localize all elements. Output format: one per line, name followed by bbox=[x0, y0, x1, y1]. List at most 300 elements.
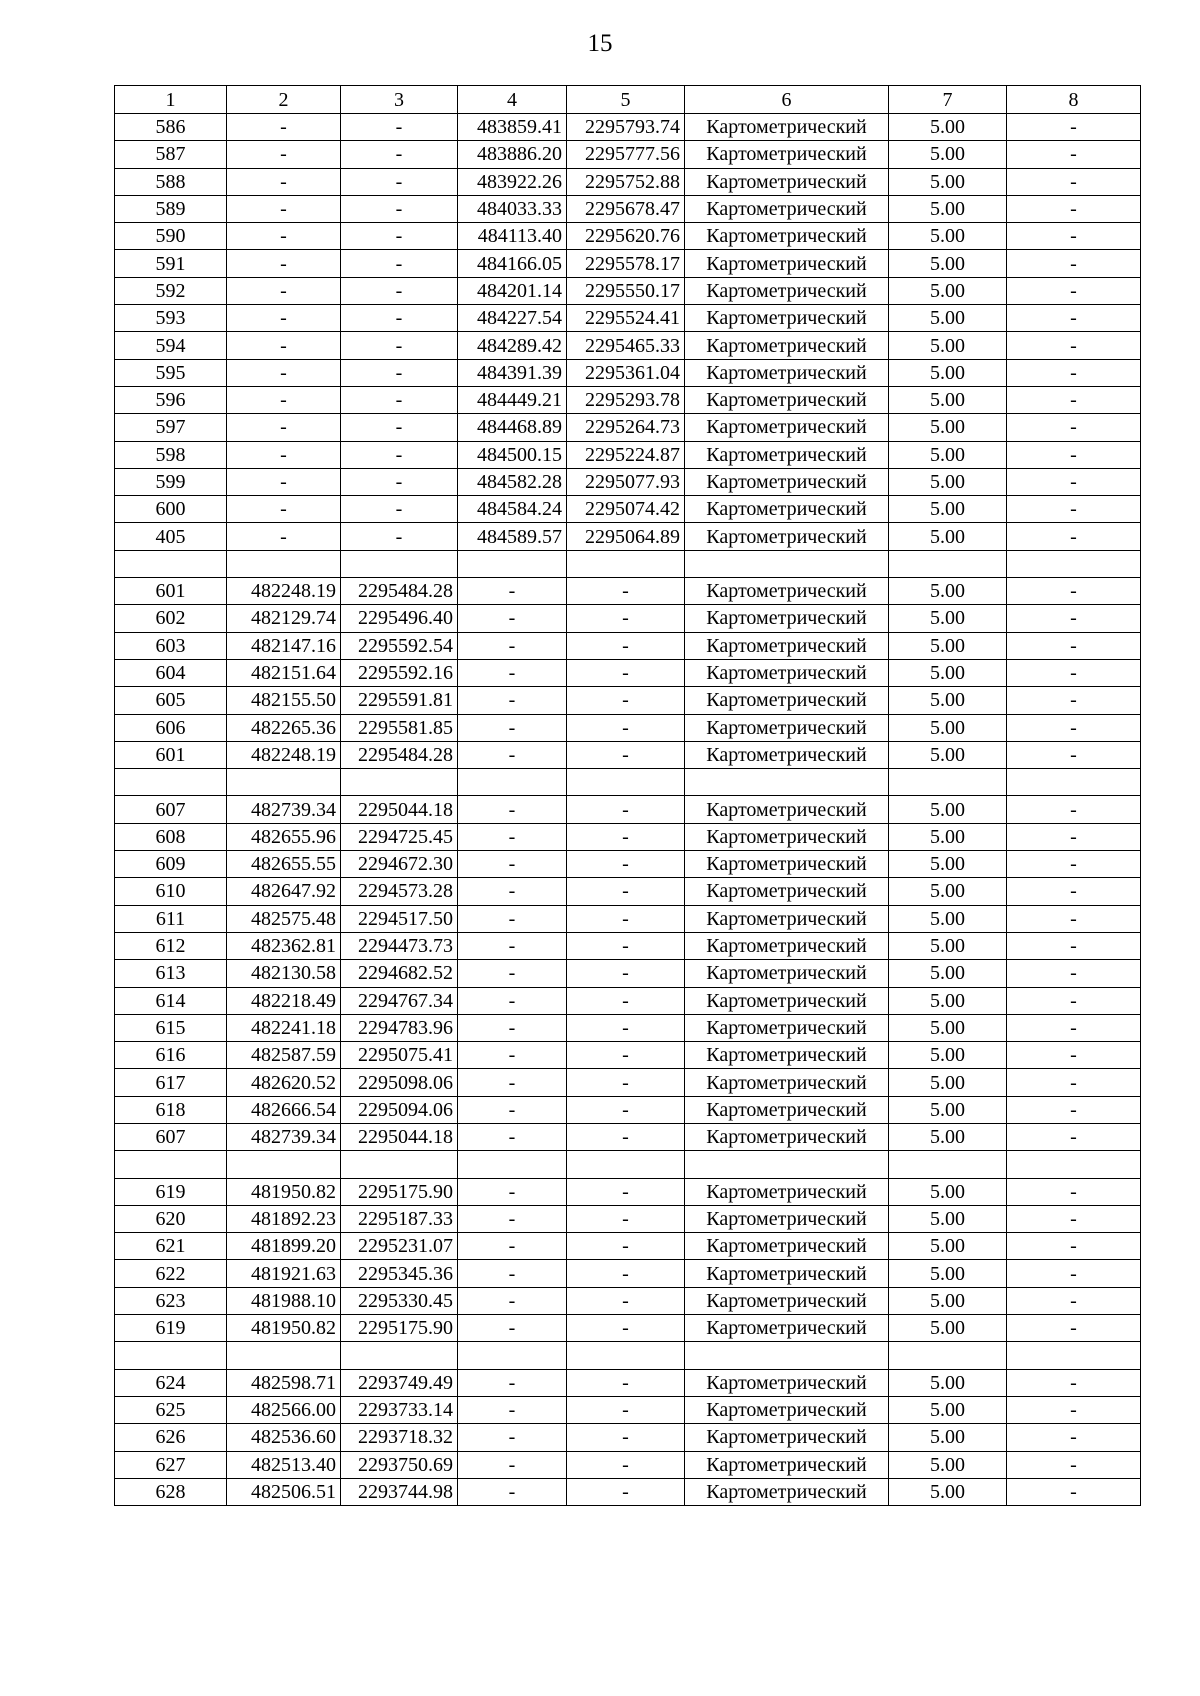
table-cell: 2295264.73 bbox=[567, 414, 685, 441]
table-cell: - bbox=[1007, 987, 1141, 1014]
table-cell bbox=[567, 1151, 685, 1178]
table-cell: 607 bbox=[115, 1123, 227, 1150]
table-cell: 2293744.98 bbox=[341, 1478, 458, 1505]
table-cell: Картометрический bbox=[685, 277, 889, 304]
table-cell: 628 bbox=[115, 1478, 227, 1505]
table-cell: 484166.05 bbox=[458, 250, 567, 277]
table-cell: 5.00 bbox=[889, 141, 1007, 168]
table-cell: - bbox=[341, 250, 458, 277]
header-cell: 5 bbox=[567, 86, 685, 114]
table-cell: - bbox=[341, 277, 458, 304]
table-cell bbox=[115, 769, 227, 796]
table-cell: - bbox=[458, 1478, 567, 1505]
table-cell: Картометрический bbox=[685, 878, 889, 905]
table-cell: 5.00 bbox=[889, 605, 1007, 632]
table-cell: - bbox=[227, 195, 341, 222]
table-cell: 2294783.96 bbox=[341, 1014, 458, 1041]
table-cell: - bbox=[458, 851, 567, 878]
separator-row bbox=[115, 769, 1141, 796]
table-cell: 2295578.17 bbox=[567, 250, 685, 277]
page-number: 15 bbox=[587, 30, 613, 57]
table-cell: - bbox=[567, 1424, 685, 1451]
table-cell: 597 bbox=[115, 414, 227, 441]
table-cell: Картометрический bbox=[685, 1233, 889, 1260]
table-cell: 592 bbox=[115, 277, 227, 304]
table-cell: Картометрический bbox=[685, 851, 889, 878]
table-cell bbox=[1007, 1342, 1141, 1369]
table-row bbox=[115, 223, 1141, 250]
table-cell: - bbox=[341, 223, 458, 250]
table-cell: Картометрический bbox=[685, 960, 889, 987]
table-cell: - bbox=[567, 1287, 685, 1314]
table-cell: - bbox=[458, 905, 567, 932]
table-cell: 611 bbox=[115, 905, 227, 932]
table-cell: 2295075.41 bbox=[341, 1042, 458, 1069]
table-row bbox=[115, 578, 1141, 605]
table-cell: - bbox=[1007, 605, 1141, 632]
table-cell: Картометрический bbox=[685, 168, 889, 195]
table-row bbox=[115, 1069, 1141, 1096]
table-cell: 5.00 bbox=[889, 1014, 1007, 1041]
table-cell: 482647.92 bbox=[227, 878, 341, 905]
table-cell: 483886.20 bbox=[458, 141, 567, 168]
table-cell: - bbox=[567, 578, 685, 605]
table-cell: 482265.36 bbox=[227, 714, 341, 741]
table-cell bbox=[1007, 550, 1141, 577]
table-row bbox=[115, 1287, 1141, 1314]
table-cell: - bbox=[1007, 277, 1141, 304]
table-cell: 482536.60 bbox=[227, 1424, 341, 1451]
table-cell: - bbox=[341, 332, 458, 359]
table-cell: 405 bbox=[115, 523, 227, 550]
table-cell bbox=[227, 1151, 341, 1178]
table-cell: 482130.58 bbox=[227, 960, 341, 987]
table-row bbox=[115, 823, 1141, 850]
table-row bbox=[115, 414, 1141, 441]
table-row bbox=[115, 359, 1141, 386]
table-cell: 5.00 bbox=[889, 1178, 1007, 1205]
table-cell bbox=[567, 1342, 685, 1369]
table-cell: - bbox=[227, 441, 341, 468]
table-row bbox=[115, 960, 1141, 987]
table-cell: - bbox=[341, 195, 458, 222]
table-cell: - bbox=[458, 687, 567, 714]
table-cell: - bbox=[458, 1424, 567, 1451]
table-cell: 604 bbox=[115, 659, 227, 686]
table-cell: 5.00 bbox=[889, 441, 1007, 468]
table-row bbox=[115, 1451, 1141, 1478]
table-cell bbox=[458, 1151, 567, 1178]
table-cell: - bbox=[1007, 851, 1141, 878]
table-cell: - bbox=[1007, 523, 1141, 550]
table-cell: 2295077.93 bbox=[567, 468, 685, 495]
table-cell: - bbox=[341, 114, 458, 141]
table-cell: 482218.49 bbox=[227, 987, 341, 1014]
table-cell: - bbox=[227, 496, 341, 523]
table-cell: - bbox=[1007, 1369, 1141, 1396]
table-cell: - bbox=[458, 1369, 567, 1396]
table-cell: - bbox=[341, 359, 458, 386]
table-cell: 481950.82 bbox=[227, 1178, 341, 1205]
table-cell: 5.00 bbox=[889, 741, 1007, 768]
table-cell: 482655.96 bbox=[227, 823, 341, 850]
table-cell: 2295793.74 bbox=[567, 114, 685, 141]
table-cell: Картометрический bbox=[685, 659, 889, 686]
table-cell: 623 bbox=[115, 1287, 227, 1314]
table-cell: Картометрический bbox=[685, 359, 889, 386]
table-cell: - bbox=[458, 714, 567, 741]
table-cell: Картометрический bbox=[685, 223, 889, 250]
table-cell: Картометрический bbox=[685, 1315, 889, 1342]
table-cell: 484201.14 bbox=[458, 277, 567, 304]
table-cell: 5.00 bbox=[889, 332, 1007, 359]
table-cell: 5.00 bbox=[889, 277, 1007, 304]
table-cell: 2295345.36 bbox=[341, 1260, 458, 1287]
table-cell: - bbox=[341, 386, 458, 413]
table-row bbox=[115, 332, 1141, 359]
table-cell: - bbox=[567, 1451, 685, 1478]
table-cell: 481950.82 bbox=[227, 1315, 341, 1342]
table-cell: Картометрический bbox=[685, 741, 889, 768]
table-cell: 482620.52 bbox=[227, 1069, 341, 1096]
table-cell: - bbox=[1007, 359, 1141, 386]
table-cell: 5.00 bbox=[889, 1069, 1007, 1096]
table-cell: - bbox=[567, 878, 685, 905]
table-cell: - bbox=[458, 1069, 567, 1096]
table-cell: - bbox=[567, 1096, 685, 1123]
table-cell: - bbox=[341, 141, 458, 168]
table-cell: 2295484.28 bbox=[341, 741, 458, 768]
table-cell: Картометрический bbox=[685, 1123, 889, 1150]
table-cell: 590 bbox=[115, 223, 227, 250]
table-cell: - bbox=[458, 1315, 567, 1342]
table-cell: - bbox=[341, 523, 458, 550]
table-cell: 613 bbox=[115, 960, 227, 987]
table-cell: 481899.20 bbox=[227, 1233, 341, 1260]
table-cell: Картометрический bbox=[685, 1205, 889, 1232]
table-cell bbox=[889, 769, 1007, 796]
table-cell: Картометрический bbox=[685, 687, 889, 714]
table-cell: 2295752.88 bbox=[567, 168, 685, 195]
table-cell: 482129.74 bbox=[227, 605, 341, 632]
table-cell: 601 bbox=[115, 578, 227, 605]
table-cell: - bbox=[1007, 1451, 1141, 1478]
table-cell: Картометрический bbox=[685, 1178, 889, 1205]
table-cell: - bbox=[1007, 632, 1141, 659]
table-cell bbox=[685, 1151, 889, 1178]
table-cell: 482566.00 bbox=[227, 1396, 341, 1423]
table-cell: 2293749.49 bbox=[341, 1369, 458, 1396]
table-cell: 587 bbox=[115, 141, 227, 168]
table-cell: Картометрический bbox=[685, 1014, 889, 1041]
table-cell: - bbox=[1007, 468, 1141, 495]
table-cell: 2295064.89 bbox=[567, 523, 685, 550]
table-cell: 2294725.45 bbox=[341, 823, 458, 850]
table-cell: - bbox=[1007, 905, 1141, 932]
table-cell: - bbox=[1007, 1260, 1141, 1287]
table-cell: 5.00 bbox=[889, 1315, 1007, 1342]
table-cell: - bbox=[227, 223, 341, 250]
table-cell: - bbox=[1007, 823, 1141, 850]
table-cell: 620 bbox=[115, 1205, 227, 1232]
table-cell: - bbox=[567, 1369, 685, 1396]
table-cell bbox=[458, 550, 567, 577]
table-cell: 616 bbox=[115, 1042, 227, 1069]
table-cell: - bbox=[1007, 796, 1141, 823]
table-cell: 482155.50 bbox=[227, 687, 341, 714]
table-row bbox=[115, 1123, 1141, 1150]
table-cell bbox=[115, 1342, 227, 1369]
table-cell: 2294672.30 bbox=[341, 851, 458, 878]
table-cell: Картометрический bbox=[685, 195, 889, 222]
table-cell bbox=[567, 550, 685, 577]
table-cell: 5.00 bbox=[889, 796, 1007, 823]
table-cell: 5.00 bbox=[889, 305, 1007, 332]
table-cell: 484468.89 bbox=[458, 414, 567, 441]
table-cell: 483859.41 bbox=[458, 114, 567, 141]
table-cell: Картометрический bbox=[685, 714, 889, 741]
table-cell: - bbox=[458, 1205, 567, 1232]
table-cell: Картометрический bbox=[685, 1069, 889, 1096]
table-cell: - bbox=[227, 386, 341, 413]
table-cell: 588 bbox=[115, 168, 227, 195]
table-cell: Картометрический bbox=[685, 1478, 889, 1505]
header-cell: 2 bbox=[227, 86, 341, 114]
table-cell: 481892.23 bbox=[227, 1205, 341, 1232]
separator-row bbox=[115, 550, 1141, 577]
table-row bbox=[115, 1315, 1141, 1342]
table-cell: 5.00 bbox=[889, 359, 1007, 386]
table-cell: Картометрический bbox=[685, 932, 889, 959]
table-row bbox=[115, 932, 1141, 959]
table-cell: - bbox=[458, 632, 567, 659]
table-cell: 482513.40 bbox=[227, 1451, 341, 1478]
table-cell: - bbox=[458, 932, 567, 959]
table-row bbox=[115, 1205, 1141, 1232]
table-row bbox=[115, 1369, 1141, 1396]
table-cell bbox=[1007, 1151, 1141, 1178]
table-cell: 482598.71 bbox=[227, 1369, 341, 1396]
table-cell: Картометрический bbox=[685, 141, 889, 168]
table-cell: 2295550.17 bbox=[567, 277, 685, 304]
table-cell: - bbox=[227, 114, 341, 141]
table-row bbox=[115, 277, 1141, 304]
table-cell: 482241.18 bbox=[227, 1014, 341, 1041]
table-cell: 2295496.40 bbox=[341, 605, 458, 632]
table-cell: 599 bbox=[115, 468, 227, 495]
table-cell: 5.00 bbox=[889, 1260, 1007, 1287]
table-cell bbox=[341, 1151, 458, 1178]
table-cell: - bbox=[458, 741, 567, 768]
header-cell: 8 bbox=[1007, 86, 1141, 114]
table-cell: 2295581.85 bbox=[341, 714, 458, 741]
table-cell bbox=[685, 1342, 889, 1369]
table-cell: 2294682.52 bbox=[341, 960, 458, 987]
table-cell: Картометрический bbox=[685, 114, 889, 141]
table-cell: Картометрический bbox=[685, 578, 889, 605]
table-cell: Картометрический bbox=[685, 1451, 889, 1478]
table-cell: - bbox=[458, 1233, 567, 1260]
table-cell: 2295175.90 bbox=[341, 1315, 458, 1342]
table-cell: - bbox=[227, 250, 341, 277]
table-cell bbox=[1007, 769, 1141, 796]
table-cell bbox=[889, 550, 1007, 577]
table-cell: 2293733.14 bbox=[341, 1396, 458, 1423]
table-cell: 619 bbox=[115, 1178, 227, 1205]
table-cell: Картометрический bbox=[685, 441, 889, 468]
table-row bbox=[115, 441, 1141, 468]
table-cell: 482147.16 bbox=[227, 632, 341, 659]
table-cell: 5.00 bbox=[889, 1123, 1007, 1150]
table-cell: - bbox=[341, 168, 458, 195]
table-row bbox=[115, 741, 1141, 768]
table-cell: 2295094.06 bbox=[341, 1096, 458, 1123]
table-cell: - bbox=[1007, 496, 1141, 523]
table-cell: - bbox=[567, 741, 685, 768]
table-cell: 5.00 bbox=[889, 496, 1007, 523]
table-cell: 2294517.50 bbox=[341, 905, 458, 932]
table-row bbox=[115, 468, 1141, 495]
table-cell: - bbox=[567, 1233, 685, 1260]
table-cell: - bbox=[458, 960, 567, 987]
table-cell: 482666.54 bbox=[227, 1096, 341, 1123]
table-row bbox=[115, 1178, 1141, 1205]
table-cell: Картометрический bbox=[685, 632, 889, 659]
table-row bbox=[115, 987, 1141, 1014]
table-cell: 5.00 bbox=[889, 1042, 1007, 1069]
table-cell: - bbox=[567, 1178, 685, 1205]
table-cell: - bbox=[567, 851, 685, 878]
table-row bbox=[115, 114, 1141, 141]
table-cell: 2295330.45 bbox=[341, 1287, 458, 1314]
table-cell: 482248.19 bbox=[227, 741, 341, 768]
table-cell bbox=[567, 769, 685, 796]
table-cell: 482362.81 bbox=[227, 932, 341, 959]
table-cell: 5.00 bbox=[889, 960, 1007, 987]
table-cell: 606 bbox=[115, 714, 227, 741]
table-cell: 5.00 bbox=[889, 987, 1007, 1014]
table-cell: Картометрический bbox=[685, 496, 889, 523]
table-cell: 484113.40 bbox=[458, 223, 567, 250]
table-cell: - bbox=[567, 1014, 685, 1041]
table-cell: 2295098.06 bbox=[341, 1069, 458, 1096]
table-cell bbox=[341, 550, 458, 577]
table-cell: - bbox=[567, 1042, 685, 1069]
table-cell: 481921.63 bbox=[227, 1260, 341, 1287]
table-cell: 627 bbox=[115, 1451, 227, 1478]
table-cell: - bbox=[567, 1069, 685, 1096]
table-cell: 602 bbox=[115, 605, 227, 632]
table-cell: - bbox=[1007, 386, 1141, 413]
table-cell: 607 bbox=[115, 796, 227, 823]
table-cell: 5.00 bbox=[889, 386, 1007, 413]
table-row bbox=[115, 168, 1141, 195]
table-row bbox=[115, 523, 1141, 550]
table-row bbox=[115, 386, 1141, 413]
table-cell: 617 bbox=[115, 1069, 227, 1096]
table-cell: 2295524.41 bbox=[567, 305, 685, 332]
table-cell: - bbox=[341, 414, 458, 441]
table-cell: - bbox=[1007, 1478, 1141, 1505]
table-row bbox=[115, 796, 1141, 823]
table-cell: - bbox=[458, 878, 567, 905]
table-cell: - bbox=[567, 1396, 685, 1423]
table-cell: 624 bbox=[115, 1369, 227, 1396]
table-row bbox=[115, 851, 1141, 878]
table-cell: - bbox=[458, 1260, 567, 1287]
table-cell: 2295591.81 bbox=[341, 687, 458, 714]
table-cell: - bbox=[458, 1014, 567, 1041]
table-cell: 5.00 bbox=[889, 659, 1007, 686]
table-cell: Картометрический bbox=[685, 386, 889, 413]
table-cell: - bbox=[341, 441, 458, 468]
separator-row bbox=[115, 1342, 1141, 1369]
table-cell bbox=[341, 769, 458, 796]
table-cell: 2295293.78 bbox=[567, 386, 685, 413]
table-cell: - bbox=[458, 1096, 567, 1123]
table-cell: 2295175.90 bbox=[341, 1178, 458, 1205]
table-cell: 2295361.04 bbox=[567, 359, 685, 386]
table-cell: Картометрический bbox=[685, 605, 889, 632]
table-cell: - bbox=[1007, 1123, 1141, 1150]
table-cell: 608 bbox=[115, 823, 227, 850]
table-cell: - bbox=[1007, 441, 1141, 468]
table-cell: 5.00 bbox=[889, 523, 1007, 550]
table-row bbox=[115, 1014, 1141, 1041]
table-cell bbox=[115, 550, 227, 577]
table-cell: 5.00 bbox=[889, 632, 1007, 659]
table-cell: 601 bbox=[115, 741, 227, 768]
table-cell: - bbox=[1007, 1287, 1141, 1314]
table-cell: 2295044.18 bbox=[341, 796, 458, 823]
table-cell: 5.00 bbox=[889, 1424, 1007, 1451]
table-cell: 2295187.33 bbox=[341, 1205, 458, 1232]
table-cell: - bbox=[458, 1396, 567, 1423]
table-cell: 2295231.07 bbox=[341, 1233, 458, 1260]
table-cell: 609 bbox=[115, 851, 227, 878]
table-cell: 619 bbox=[115, 1315, 227, 1342]
table-cell: 626 bbox=[115, 1424, 227, 1451]
table-cell: - bbox=[1007, 659, 1141, 686]
table-cell: - bbox=[567, 932, 685, 959]
table-cell: - bbox=[227, 332, 341, 359]
table-cell: - bbox=[227, 414, 341, 441]
table-cell: 625 bbox=[115, 1396, 227, 1423]
table-cell: 593 bbox=[115, 305, 227, 332]
table-cell bbox=[685, 550, 889, 577]
table-cell: - bbox=[1007, 687, 1141, 714]
table-cell: - bbox=[341, 496, 458, 523]
table-cell: 5.00 bbox=[889, 714, 1007, 741]
table-cell: 2295044.18 bbox=[341, 1123, 458, 1150]
table-cell: 483922.26 bbox=[458, 168, 567, 195]
table-row bbox=[115, 1042, 1141, 1069]
table-cell bbox=[115, 1151, 227, 1178]
table-cell: 598 bbox=[115, 441, 227, 468]
table-cell: Картометрический bbox=[685, 796, 889, 823]
header-cell: 3 bbox=[341, 86, 458, 114]
header-row bbox=[115, 86, 1141, 114]
table-cell: 610 bbox=[115, 878, 227, 905]
table-cell: 5.00 bbox=[889, 1233, 1007, 1260]
table-cell: 5.00 bbox=[889, 195, 1007, 222]
table-cell: 484033.33 bbox=[458, 195, 567, 222]
table-cell: Картометрический bbox=[685, 1042, 889, 1069]
table-cell: - bbox=[227, 468, 341, 495]
table-cell: 2295465.33 bbox=[567, 332, 685, 359]
table-row bbox=[115, 141, 1141, 168]
table-cell: - bbox=[341, 305, 458, 332]
